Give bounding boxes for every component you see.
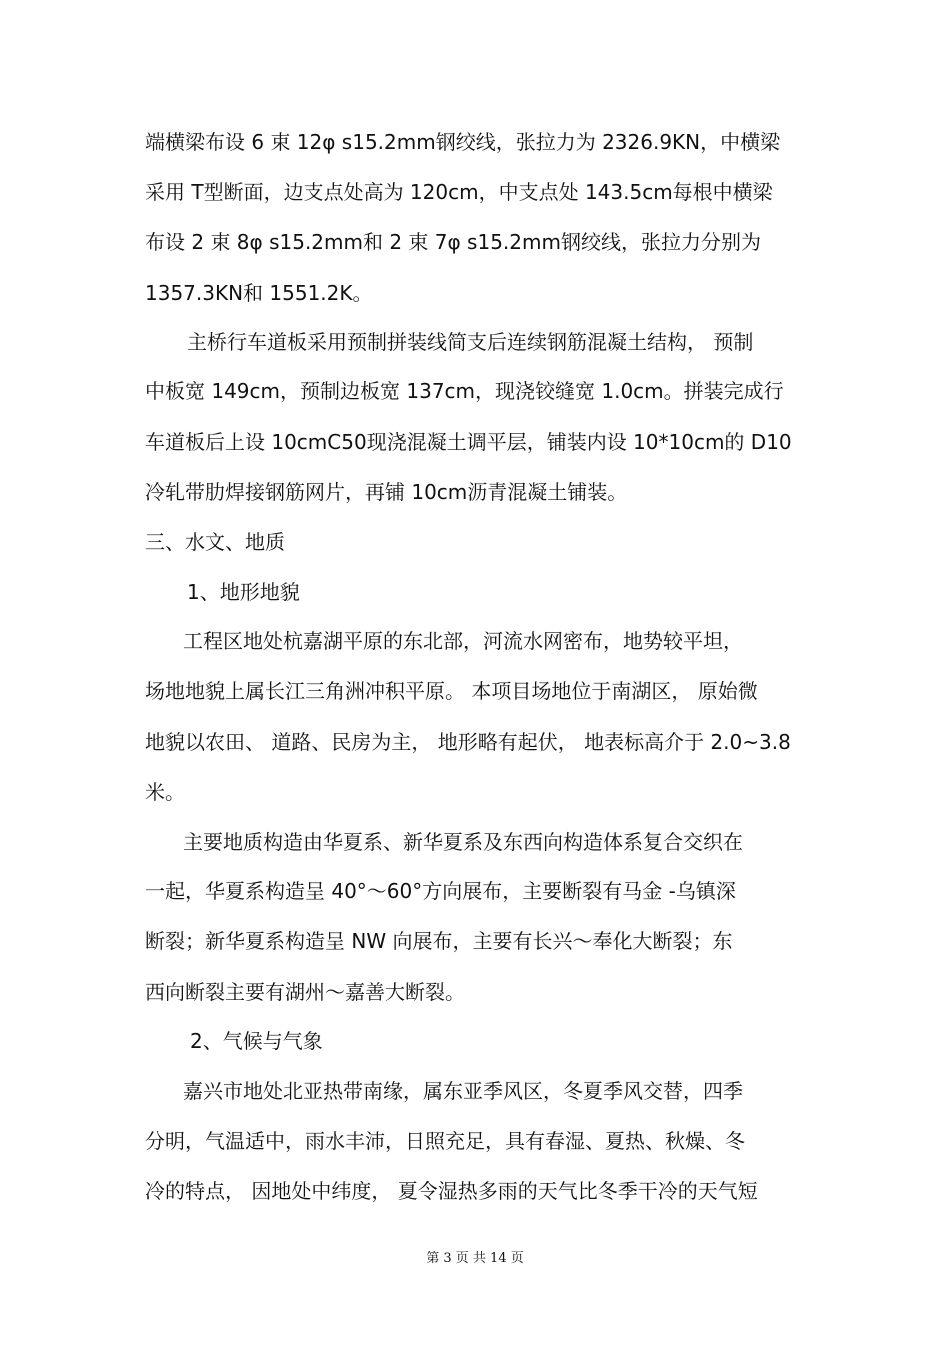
text-line: 场地地貌上属长江三角洲冲积平原。 本项目场地位于南湖区， 原始微	[145, 679, 758, 703]
text-line: 分明，气温适中，雨水丰沛，日照充足，具有春湿、夏热、秋燥、冬	[145, 1129, 745, 1153]
text-line: 工程区地处杭嘉湖平原的东北部，河流水网密布，地势较平坦，	[183, 629, 743, 653]
subsection-heading: 2、气候与气象	[190, 1029, 323, 1053]
text-line: 一起，华夏系构造呈 40°～60°方向展布，主要断裂有马金 -乌镇深	[145, 879, 736, 903]
subsection-heading: 1、地形地貌	[187, 580, 300, 604]
text-line: 米。	[145, 780, 185, 804]
text-line: 端横梁布设 6 束 12φ s15.2mm钢绞线，张拉力为 2326.9KN，中横梁	[145, 130, 781, 154]
text-line: 断裂；新华夏系构造呈 NW 向展布，主要有长兴～奉化大断裂；东	[145, 929, 733, 953]
text-line: 采用 T型断面，边支点处高为 120cm，中支点处 143.5cm每根中横梁	[145, 180, 773, 204]
text-line: 冷的特点， 因地处中纬度， 夏令湿热多雨的天气比冬季干冷的天气短	[145, 1179, 758, 1203]
text-line: 中板宽 149cm，预制边板宽 137cm，现浇铰缝宽 1.0cm。拼装完成行	[145, 379, 784, 403]
text-line: 主桥行车道板采用预制拼装线简支后连续钢筋混凝土结构， 预制	[187, 330, 754, 354]
text-line: 地貌以农田、 道路、民房为主， 地形略有起伏， 地表标高介于 2.0~3.8	[145, 730, 791, 754]
text-line: 冷轧带肋焊接钢筋网片，再铺 10cm沥青混凝土铺装。	[145, 480, 628, 504]
text-line: 1357.3KN和 1551.2K。	[145, 281, 373, 305]
text-line: 西向断裂主要有湖州～嘉善大断裂。	[145, 980, 465, 1004]
text-line: 主要地质构造由华夏系、新华夏系及东西向构造体系复合交织在	[183, 830, 743, 854]
section-heading: 三、水文、地质	[145, 530, 285, 554]
text-line: 布设 2 束 8φ s15.2mm和 2 束 7φ s15.2mm钢绞线，张拉力分别为	[145, 230, 761, 254]
text-line: 嘉兴市地处北亚热带南缘，属东亚季风区，冬夏季风交替，四季	[183, 1079, 743, 1103]
page-number-footer: 第 3 页 共 14 页	[426, 1251, 524, 1266]
text-line: 车道板后上设 10cmC50现浇混凝土调平层，铺装内设 10*10cm的 D10	[145, 430, 792, 454]
